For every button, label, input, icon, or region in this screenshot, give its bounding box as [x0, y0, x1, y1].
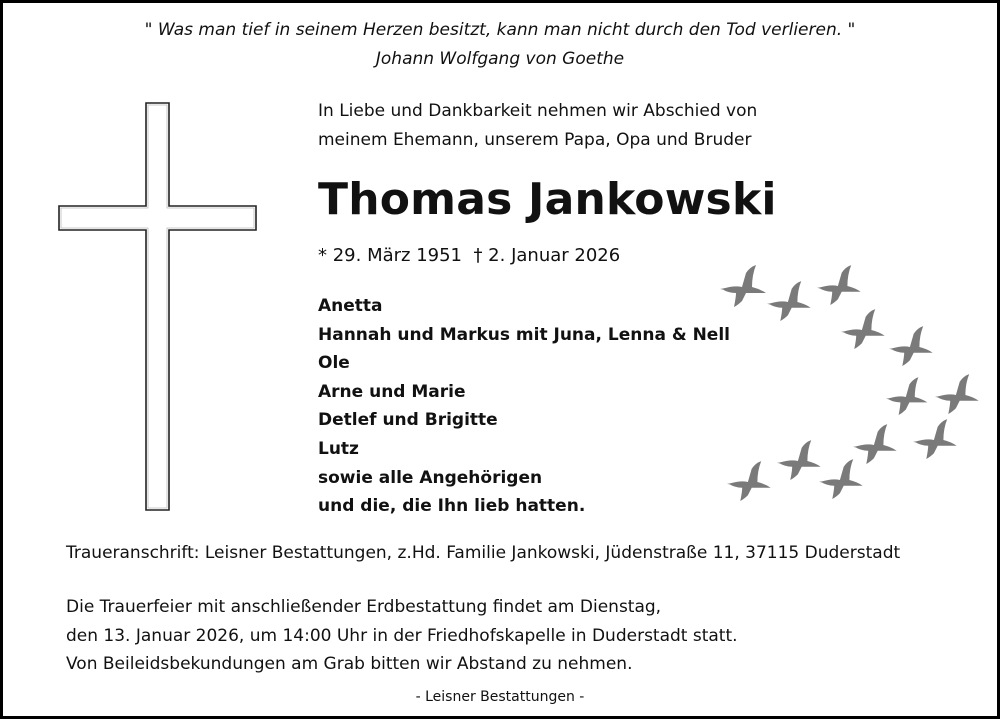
service-line: den 13. Januar 2026, um 14:00 Uhr in der Friedhofskapelle in Duderstadt statt.	[66, 625, 738, 646]
funeral-home-footer: - Leisner Bestattungen -	[415, 689, 585, 705]
flying-birds-icon	[710, 262, 990, 502]
intro-line: meinem Ehemann, unserem Papa, Opa und Bruder	[318, 129, 752, 150]
deceased-name: Thomas Jankowski	[318, 174, 777, 225]
mourner-item: Ole	[318, 353, 350, 374]
quote-text: " Was man tief in seinem Herzen besitzt, kann man nicht durch den Tod verlieren. "	[144, 20, 856, 40]
mourner-item: Hannah und Markus mit Juna, Lenna & Nell	[318, 324, 730, 345]
intro-text	[318, 97, 757, 154]
funeral-service-info	[66, 593, 738, 679]
mourner-item: und die, die Ihn lieb hatten.	[318, 496, 586, 517]
mourners-list	[318, 292, 730, 521]
quote-author: Johann Wolfgang von Goethe	[375, 49, 625, 69]
mourning-address: Traueranschrift: Leisner Bestattungen, z.Hd. Familie Jankowski, Jüdenstraße 11, 37115 Duderstadt	[66, 543, 901, 563]
mourner-item: Anetta	[318, 296, 383, 316]
mourner-item: sowie alle Angehörigen	[318, 467, 543, 488]
mourner-item: Detlef und Brigitte	[318, 410, 498, 431]
service-line: Die Trauerfeier mit anschließender Erdbestattung findet am Dienstag,	[66, 597, 662, 617]
cross-icon	[58, 102, 258, 512]
mourner-item: Lutz	[318, 438, 359, 459]
life-dates: * 29. März 1951 † 2. Januar 2026	[318, 245, 621, 266]
mourner-item: Arne und Marie	[318, 381, 466, 402]
service-line: Von Beileidsbekundungen am Grab bitten wir Abstand zu nehmen.	[66, 654, 633, 674]
intro-line: In Liebe und Dankbarkeit nehmen wir Abschied von	[318, 101, 758, 121]
